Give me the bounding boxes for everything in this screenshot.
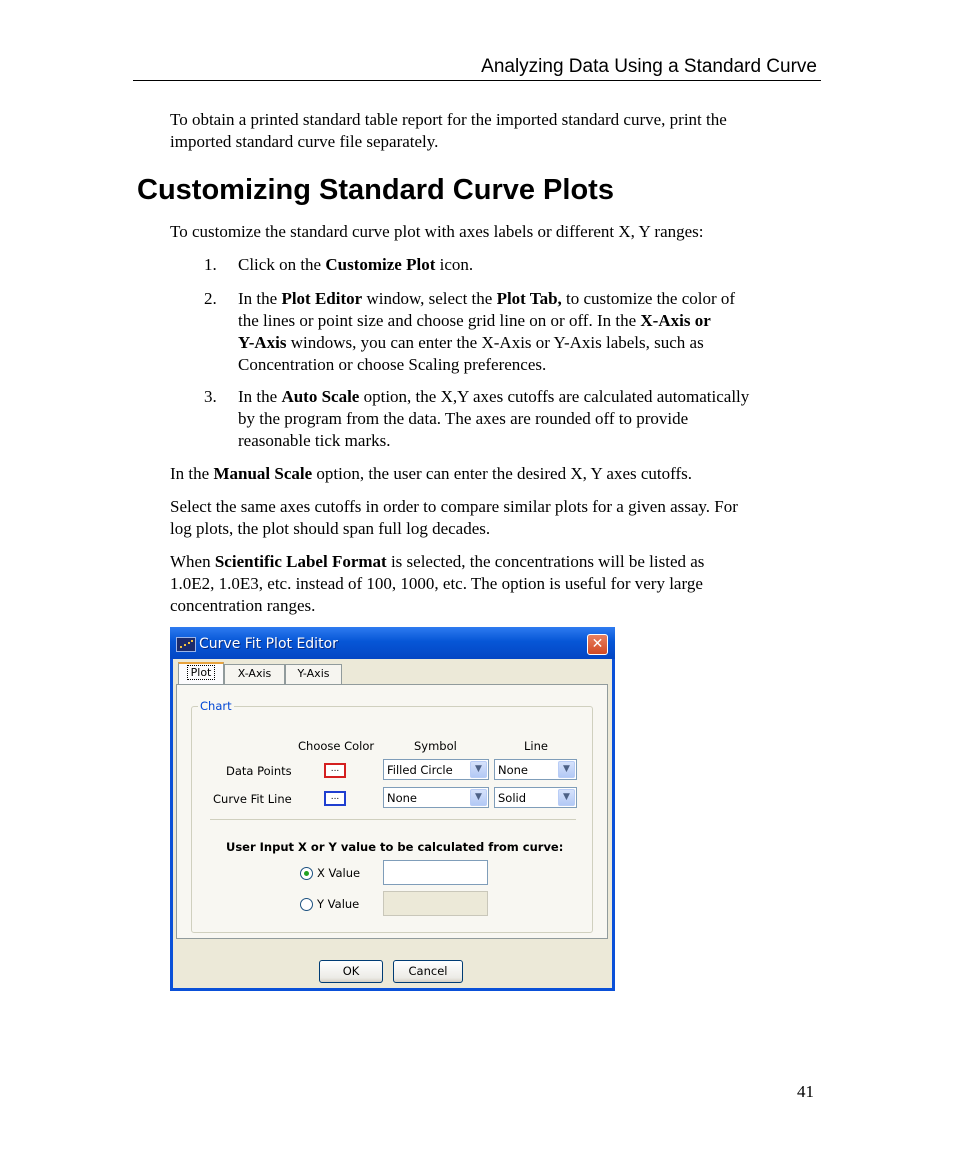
step-bold-term: Plot Editor [281, 289, 363, 308]
tab-x-axis[interactable]: X-Axis [224, 664, 285, 684]
chart-groupbox [191, 699, 593, 933]
step-text-part: by the program from the data. The axes are rounded off to provide [238, 409, 689, 428]
scientific-format-paragraph [170, 551, 820, 617]
chevron-down-icon[interactable]: ▼ [558, 761, 575, 778]
line-header: Line [524, 739, 548, 753]
step-text-part: option, the X,Y axes cutoffs are calculated automatically [359, 387, 750, 406]
data-points-color-button[interactable]: ... [324, 763, 346, 778]
running-header [133, 54, 821, 81]
curve-fit-line-style-select[interactable] [494, 787, 577, 808]
bold-term: Scientific Label Format [214, 552, 387, 571]
dialog-title: Curve Fit Plot Editor [199, 636, 338, 652]
para-text-part: option, the user can enter the desired X, Y axes cutoffs. [312, 464, 693, 483]
combo-value: Filled Circle [387, 763, 453, 777]
step-text-part: In the [238, 387, 282, 406]
combo-value: Solid [498, 791, 527, 805]
para-line: 1.0E2, 1.0E3, etc. instead of 100, 1000, etc. The option is useful for very large [170, 574, 703, 593]
cancel-button[interactable]: Cancel [393, 960, 463, 983]
running-header-title: Analyzing Data Using a Standard Curve [481, 56, 817, 77]
x-value-radio[interactable] [300, 867, 313, 880]
dialog-titlebar[interactable] [170, 627, 615, 659]
para-line: concentration ranges. [170, 596, 316, 615]
y-value-input[interactable] [383, 891, 488, 916]
y-value-radio[interactable] [300, 898, 313, 911]
step-text [238, 288, 814, 376]
step-text-part: icon. [435, 255, 474, 274]
step-text-part: the lines or point size and choose grid line on or off. In the [238, 311, 641, 330]
chart-group-title: Chart [200, 699, 232, 713]
curve-fit-symbol-select[interactable] [383, 787, 489, 808]
step-bold-term: Plot Tab, [496, 289, 562, 308]
x-value-input[interactable] [383, 860, 488, 885]
step-2 [204, 288, 824, 376]
tab-label: Plot [187, 665, 216, 680]
step-bold-term: Y-Axis [238, 333, 287, 352]
section-heading: Customizing Standard Curve Plots [137, 174, 614, 206]
bold-term: Manual Scale [213, 464, 313, 483]
step-3 [204, 386, 824, 452]
data-points-line-select[interactable] [494, 759, 577, 780]
ok-button[interactable]: OK [319, 960, 383, 983]
divider [210, 819, 576, 820]
close-icon[interactable]: ✕ [587, 634, 608, 655]
step-text-part: reasonable tick marks. [238, 431, 391, 450]
section-lead: To customize the standard curve plot with axes labels or different X, Y ranges: [170, 222, 704, 241]
chevron-down-icon[interactable]: ▼ [470, 761, 487, 778]
step-text [238, 386, 814, 452]
dialog-client-area [173, 659, 612, 988]
para-line: log plots, the plot should span full log decades. [170, 519, 491, 538]
para-text-part: is selected, the concentrations will be listed as [386, 552, 705, 571]
symbol-header: Symbol [414, 739, 457, 753]
tab-plot[interactable] [178, 662, 224, 685]
combo-value: None [387, 791, 418, 805]
step-bold-term: Customize Plot [325, 255, 436, 274]
step-text-part: Concentration or choose Scaling preferences. [238, 355, 547, 374]
intro-line-1: To obtain a printed standard table report for the imported standard curve, print the [170, 110, 727, 129]
intro-line-2: imported standard curve file separately. [170, 132, 439, 151]
step-text-part: to customize the color of [561, 289, 736, 308]
step-text-part: windows, you can enter the X-Axis or Y-Axis labels, such as [286, 333, 704, 352]
choose-color-header: Choose Color [298, 739, 375, 753]
user-input-label: User Input X or Y value to be calculated from curve: [226, 840, 564, 854]
radio-selected-dot [304, 871, 309, 876]
y-value-label: Y Value [317, 897, 360, 911]
select-cutoffs-paragraph [170, 496, 820, 540]
intro-paragraph [170, 109, 820, 153]
step-bold-term: Auto Scale [281, 387, 360, 406]
combo-value: None [498, 763, 529, 777]
curve-fit-plot-editor-dialog [170, 627, 615, 991]
manual-scale-paragraph [170, 463, 820, 485]
step-1 [204, 254, 824, 276]
x-value-label: X Value [317, 866, 361, 880]
para-text-part: When [170, 552, 215, 571]
curve-fit-line-color-button[interactable]: ... [324, 791, 346, 806]
step-bold-term: X-Axis or [640, 311, 711, 330]
chevron-down-icon[interactable]: ▼ [470, 789, 487, 806]
step-text [238, 254, 814, 276]
page-number: 41 [797, 1082, 814, 1101]
para-line: Select the same axes cutoffs in order to compare similar plots for a given assay. For [170, 497, 738, 516]
curve-fit-line-label: Curve Fit Line [213, 792, 292, 806]
plot-tab-panel [176, 684, 608, 939]
data-points-label: Data Points [226, 764, 292, 778]
step-number: 3. [204, 387, 217, 406]
step-text-part: Click on the [238, 255, 326, 274]
para-text-part: In the [170, 464, 214, 483]
chevron-down-icon[interactable]: ▼ [558, 789, 575, 806]
step-text-part: window, select the [362, 289, 497, 308]
data-points-symbol-select[interactable] [383, 759, 489, 780]
step-number: 2. [204, 289, 217, 308]
step-number: 1. [204, 255, 217, 274]
tab-y-axis[interactable]: Y-Axis [285, 664, 342, 684]
app-chart-icon [176, 637, 196, 652]
step-text-part: In the [238, 289, 282, 308]
